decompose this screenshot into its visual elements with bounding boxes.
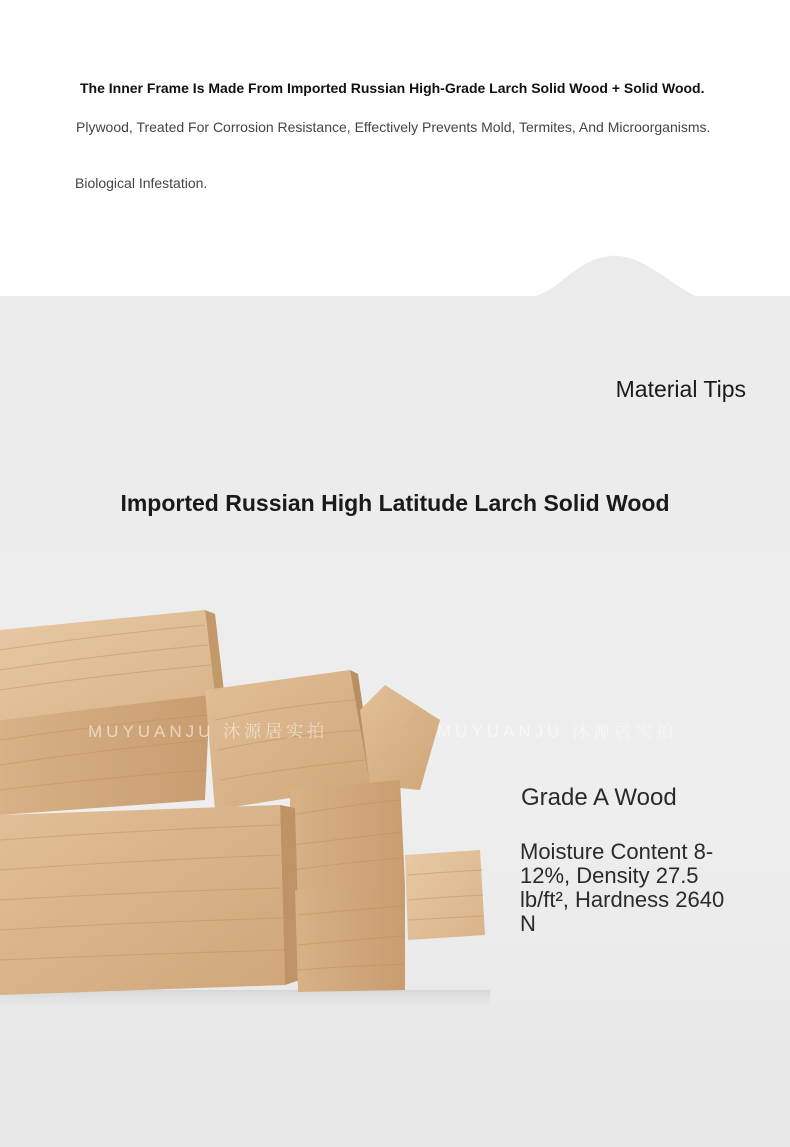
intro-line-2: Plywood, Treated For Corrosion Resistance, Effectively Prevents Mold, Termites, And Microorganisms. [76, 119, 711, 135]
watermark-left: MUYUANJU 沐源居实拍 [88, 722, 329, 741]
watermark-right: MUYUANJU 沐源居实拍 [437, 722, 678, 741]
wave-divider [0, 250, 790, 300]
material-tips-label: Material Tips [615, 376, 746, 402]
material-headline: Imported Russian High Latitude Larch Solid Wood [120, 490, 670, 516]
grade-label: Grade A Wood [521, 784, 677, 811]
wood-blocks-image [0, 600, 500, 1010]
intro-line-3: Biological Infestation. [75, 175, 208, 191]
intro-line-1: The Inner Frame Is Made From Imported Russian High-Grade Larch Solid Wood + Solid Wood. [80, 80, 705, 96]
spec-details: Moisture Content 8-12%, Density 27.5 lb/ft², Hardness 2640 N [520, 839, 725, 936]
